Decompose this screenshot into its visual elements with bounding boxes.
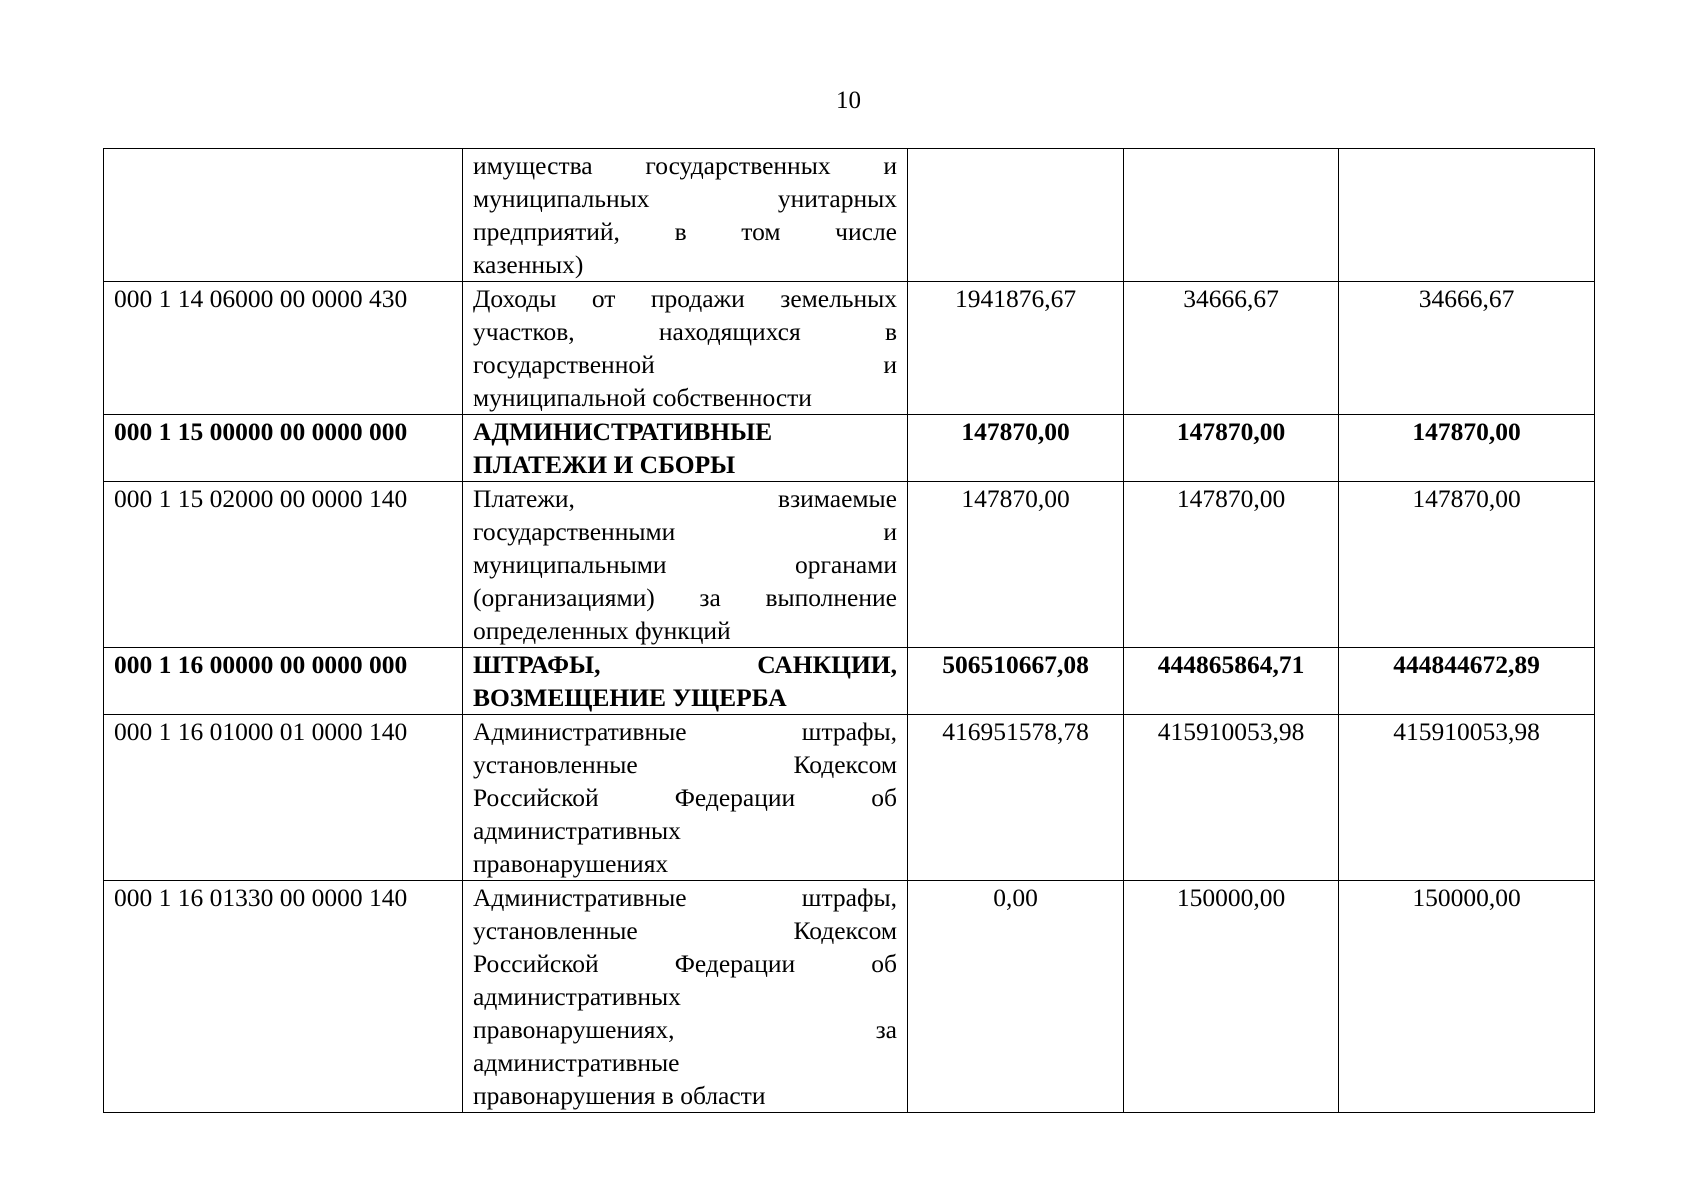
row-name-cell	[463, 415, 908, 482]
row-value-3-cell: 147870,00	[1339, 482, 1595, 648]
table-row	[104, 415, 1595, 482]
row-code-cell: 000 1 15 00000 00 0000 000	[104, 415, 463, 482]
budget-table-body	[104, 149, 1595, 1113]
row-value-2-cell: 415910053,98	[1124, 715, 1339, 881]
row-name-line: Российской Федерации об	[473, 949, 897, 978]
row-value-2-cell: 444865864,71	[1124, 648, 1339, 715]
row-name-line: определенных функций	[473, 616, 731, 645]
row-value-3-cell: 444844672,89	[1339, 648, 1595, 715]
table-row	[104, 149, 1595, 282]
table-row	[104, 881, 1595, 1113]
row-name-line: муниципальной собственности	[473, 383, 812, 412]
row-code-cell: 000 1 16 01330 00 0000 140	[104, 881, 463, 1113]
row-value-1-cell: 416951578,78	[908, 715, 1124, 881]
row-value-2-cell: 147870,00	[1124, 482, 1339, 648]
row-name-line: административных	[473, 816, 681, 845]
row-name-line: ШТРАФЫ, САНКЦИИ,	[473, 650, 897, 679]
row-name-line: государственной и	[473, 350, 897, 379]
row-value-1-cell: 0,00	[908, 881, 1124, 1113]
row-name-line: государственными и	[473, 517, 897, 546]
row-value-2-cell: 150000,00	[1124, 881, 1339, 1113]
row-value-1-cell: 1941876,67	[908, 282, 1124, 415]
row-value-1-cell: 506510667,08	[908, 648, 1124, 715]
row-name-line: предприятий, в том числе	[473, 217, 897, 246]
table-row	[104, 282, 1595, 415]
row-name-line: муниципальными органами	[473, 550, 897, 579]
row-name-line: ПЛАТЕЖИ И СБОРЫ	[473, 450, 736, 479]
row-code-cell: 000 1 15 02000 00 0000 140	[104, 482, 463, 648]
row-name-line: ВОЗМЕЩЕНИЕ УЩЕРБА	[473, 683, 787, 712]
row-name-line: Административные штрафы,	[473, 717, 897, 746]
row-name-line: Российской Федерации об	[473, 783, 897, 812]
row-name-cell	[463, 482, 908, 648]
row-code-cell: 000 1 16 01000 01 0000 140	[104, 715, 463, 881]
row-code-cell: 000 1 14 06000 00 0000 430	[104, 282, 463, 415]
row-name-line: правонарушения в области	[473, 1081, 766, 1110]
table-row	[104, 482, 1595, 648]
row-value-3-cell: 415910053,98	[1339, 715, 1595, 881]
row-value-3-cell: 147870,00	[1339, 415, 1595, 482]
row-name-cell	[463, 149, 908, 282]
budget-table	[103, 148, 1595, 1113]
row-name-cell	[463, 648, 908, 715]
row-value-2-cell	[1124, 149, 1339, 282]
row-value-1-cell: 147870,00	[908, 415, 1124, 482]
row-value-3-cell: 34666,67	[1339, 282, 1595, 415]
row-name-line: правонарушениях	[473, 849, 669, 878]
row-name-line: установленные Кодексом	[473, 750, 897, 779]
row-name-line: муниципальных унитарных	[473, 184, 897, 213]
row-name-line: правонарушениях, за	[473, 1015, 897, 1044]
row-name-line: казенных)	[473, 250, 584, 279]
row-value-3-cell: 150000,00	[1339, 881, 1595, 1113]
page-number: 10	[836, 87, 861, 114]
row-name-line: участков, находящихся в	[473, 317, 897, 346]
row-name-line: Административные штрафы,	[473, 883, 897, 912]
row-name-cell	[463, 715, 908, 881]
row-name-line: административных	[473, 982, 681, 1011]
row-name-line: Платежи, взимаемые	[473, 484, 897, 513]
row-code-cell	[104, 149, 463, 282]
table-row	[104, 648, 1595, 715]
row-name-line: Доходы от продажи земельных	[473, 284, 897, 313]
row-value-2-cell: 147870,00	[1124, 415, 1339, 482]
row-name-line: установленные Кодексом	[473, 916, 897, 945]
row-code-cell: 000 1 16 00000 00 0000 000	[104, 648, 463, 715]
row-value-3-cell	[1339, 149, 1595, 282]
row-name-line: (организациями) за выполнение	[473, 583, 897, 612]
row-value-1-cell	[908, 149, 1124, 282]
row-name-line: имущества государственных и	[473, 151, 897, 180]
row-value-1-cell: 147870,00	[908, 482, 1124, 648]
row-name-line: АДМИНИСТРАТИВНЫЕ	[473, 417, 773, 446]
row-name-cell	[463, 282, 908, 415]
table-row	[104, 715, 1595, 881]
row-name-cell	[463, 881, 908, 1113]
row-name-line: административные	[473, 1048, 680, 1077]
row-value-2-cell: 34666,67	[1124, 282, 1339, 415]
